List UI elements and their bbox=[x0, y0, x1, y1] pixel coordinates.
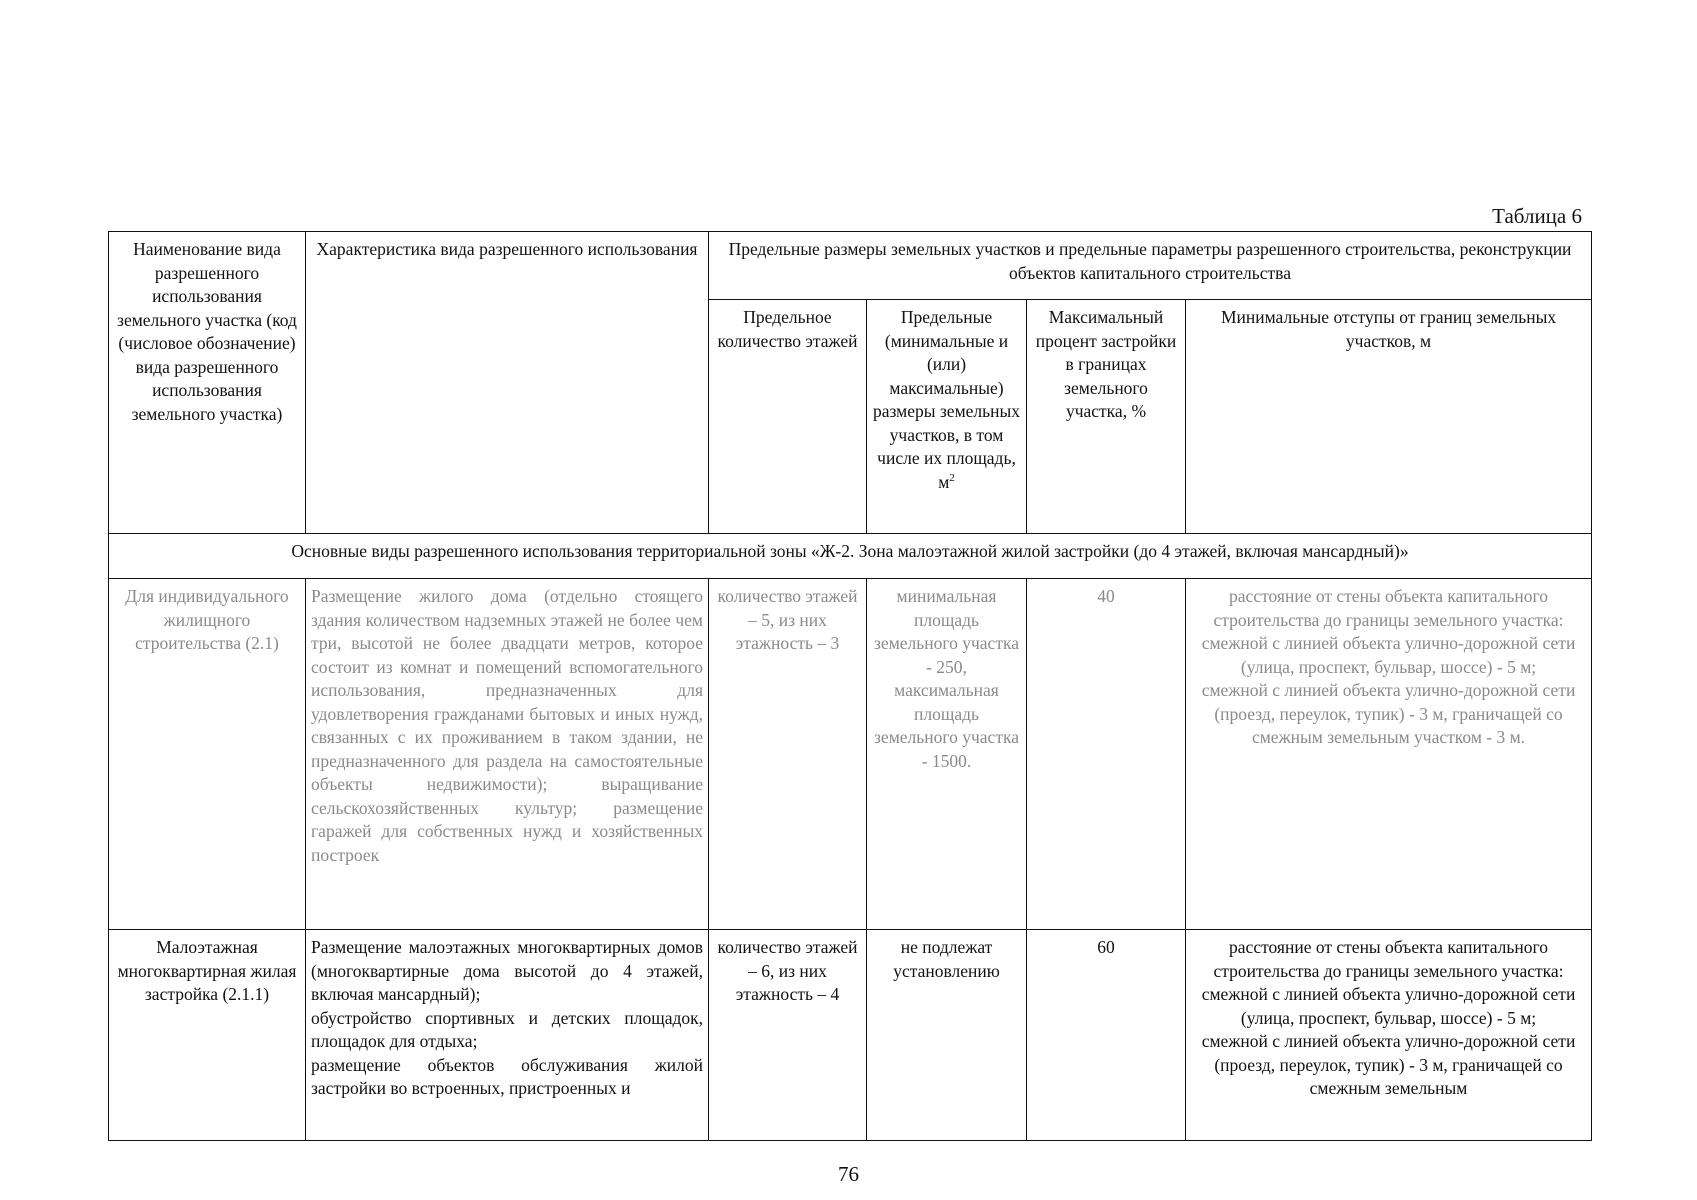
header-usage-name: Наименование вида разрешенного использования земельного участка (код (числовое обозначение) вида разрешенного использования земельного участка) bbox=[109, 232, 306, 534]
usage-name: Малоэтажная многоквартирная жилая застройка (2.1.1) bbox=[109, 930, 306, 1141]
table-row bbox=[109, 930, 1592, 1141]
plot-size-limit: минимальная площадь земельного участка - 250, максимальная площадь земельного участка - 1500. bbox=[867, 579, 1027, 930]
usage-description: Размещение жилого дома (отдельно стоящего здания количеством надземных этажей не более чем три, высотой не более двадцати метров, которое состоит из комнат и помещений вспомогательного использования, предназначенных для удовлетворения гражданами бытовых и иных нужд, связанных с их проживанием в таком здании, не предназначенного для раздела на самостоятельные объекты недвижимости); выращивание сельскохозяйственных культур; размещение гаражей для собственных нужд и хозяйственных построек bbox=[306, 579, 709, 930]
setbacks-limit bbox=[1186, 930, 1592, 1141]
section-title: Основные виды разрешенного использования территориальной зоны «Ж-2. Зона малоэтажной жилой застройки (до 4 этажей, включая мансардный)» bbox=[109, 534, 1592, 579]
header-plot-size-text: Предельные (минимальные и (или) максимальные) размеры земельных участков, в том числе их площадь, м bbox=[872, 307, 1020, 492]
usage-description bbox=[306, 930, 709, 1141]
header-setbacks: Минимальные отступы от границ земельных участков, м bbox=[1186, 300, 1592, 534]
header-limits-group: Предельные размеры земельных участков и предельные параметры разрешенного строительства, реконструкции объектов капитального строительства bbox=[709, 232, 1592, 300]
description-part: размещение объектов обслуживания жилой застройки во встроенных, пристроенных и bbox=[311, 1054, 703, 1098]
usage-name: Для индивидуального жилищного строительства (2.1) bbox=[109, 579, 306, 930]
coverage-limit: 60 bbox=[1027, 930, 1186, 1141]
description-part: Размещение малоэтажных многоквартирных домов (многоквартирные дома высотой до 4 этажей, включая мансардный); bbox=[311, 937, 703, 1004]
setbacks-part: расстояние от стены объекта капитального строительства до границы земельного участка: смежной с линией объекта улично-дорожной сети (улица, проспект, бульвар, шоссе) - 5 м; bbox=[1201, 586, 1576, 677]
table-row bbox=[109, 579, 1592, 930]
floors-limit: количество этажей – 6, из них этажность – 4 bbox=[709, 930, 867, 1141]
page-number: 76 bbox=[838, 1162, 859, 1186]
plot-size-limit: не подлежат установлению bbox=[867, 930, 1027, 1141]
description-part: обустройство спортивных и детских площадок, площадок для отдыха; bbox=[311, 1007, 703, 1051]
header-floors: Предельное количество этажей bbox=[709, 300, 867, 534]
setbacks-limit bbox=[1186, 579, 1592, 930]
table-caption: Таблица 6 bbox=[1492, 204, 1582, 228]
header-usage-description: Характеристика вида разрешенного использования bbox=[306, 232, 709, 534]
header-coverage: Максимальный процент застройки в границах земельного участка, % bbox=[1027, 300, 1186, 534]
regulations-table bbox=[108, 231, 1592, 1141]
setbacks-part: смежной с линией объекта улично-дорожной сети (проезд, переулок, тупик) - 3 м, граничащей со смежным земельным участком - 3 м. bbox=[1201, 680, 1576, 747]
section-row bbox=[109, 534, 1592, 579]
header-plot-size bbox=[867, 300, 1027, 534]
coverage-limit: 40 bbox=[1027, 579, 1186, 930]
header-row-1 bbox=[109, 232, 1592, 300]
setbacks-part: смежной с линией объекта улично-дорожной сети (проезд, переулок, тупик) - 3 м, граничащей со смежным земельным bbox=[1201, 1031, 1576, 1098]
header-plot-size-sup: 2 bbox=[949, 471, 955, 484]
setbacks-part: расстояние от стены объекта капитального строительства до границы земельного участка: смежной с линией объекта улично-дорожной сети (улица, проспект, бульвар, шоссе) - 5 м; bbox=[1201, 937, 1576, 1028]
floors-limit: количество этажей – 5, из них этажность – 3 bbox=[709, 579, 867, 930]
